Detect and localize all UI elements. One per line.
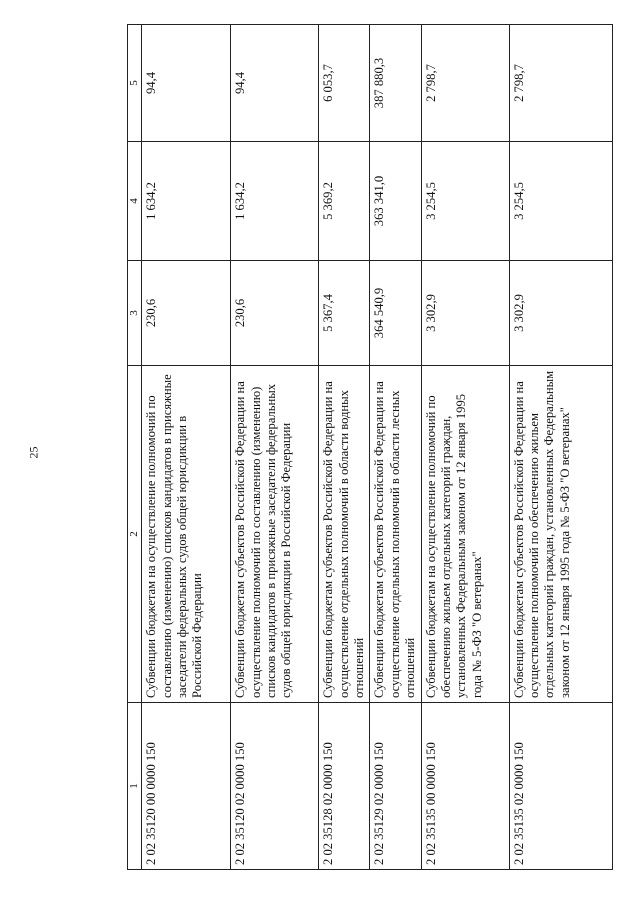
description-cell: Субвенции бюджетам субъектов Российской Федерации на осуществление отдельных полномочий в области водных отношений — [319, 366, 370, 703]
budget-code-cell: 2 02 35128 02 0000 150 — [319, 703, 370, 870]
budget-code-cell: 2 02 35120 00 0000 150 — [142, 703, 231, 870]
value-cell-col4: 3 254,5 — [421, 142, 509, 261]
value-cell-col4: 1 634,2 — [142, 142, 231, 261]
description-cell: Субвенции бюджетам субъектов Российской Федерации на осуществление полномочий по составлению (изменению) списков кандидатов в присяжные заседатели федеральных судов общей юрисдикции в Российской Федерации — [231, 366, 319, 703]
table-row — [231, 25, 319, 870]
value-cell-col5: 6 053,7 — [319, 25, 370, 142]
value-cell-col3: 364 540,9 — [370, 261, 421, 366]
table-row — [319, 25, 370, 870]
budget-code-cell: 2 02 35135 02 0000 150 — [509, 703, 612, 870]
value-cell-col5: 94,4 — [231, 25, 319, 142]
value-cell-col3: 230,6 — [231, 261, 319, 366]
table-row — [370, 25, 421, 870]
column-header-2: 2 — [128, 366, 142, 703]
value-cell-col4: 3 254,5 — [509, 142, 612, 261]
description-cell: Субвенции бюджетам на осуществление полномочий по обеспечению жильем отдельных категорий граждан, установленных Федеральным законом от 12 января 1995 года № 5-ФЗ "О ветеранах" — [421, 366, 509, 703]
value-cell-col4: 5 369,2 — [319, 142, 370, 261]
table-row — [509, 25, 612, 870]
description-cell: Субвенции бюджетам субъектов Российской Федерации на осуществление отдельных полномочий в области лесных отношений — [370, 366, 421, 703]
budget-code-cell: 2 02 35120 02 0000 150 — [231, 703, 319, 870]
budget-code-cell: 2 02 35135 00 0000 150 — [421, 703, 509, 870]
page-number: 25 — [26, 446, 41, 459]
value-cell-col5: 387 880,3 — [370, 25, 421, 142]
value-cell-col5: 94,4 — [142, 25, 231, 142]
value-cell-col4: 363 341,0 — [370, 142, 421, 261]
value-cell-col3: 3 302,9 — [509, 261, 612, 366]
column-header-3: 3 — [128, 261, 142, 366]
value-cell-col3: 3 302,9 — [421, 261, 509, 366]
table-row — [421, 25, 509, 870]
budget-table — [127, 24, 613, 870]
budget-code-cell: 2 02 35129 02 0000 150 — [370, 703, 421, 870]
value-cell-col3: 230,6 — [142, 261, 231, 366]
description-cell: Субвенции бюджетам субъектов Российской Федерации на осуществление полномочий по обеспечению жильем отдельных категорий граждан, установленных Федеральным законом от 12 января 1995 года № 5-ФЗ "О ветеранах" — [509, 366, 612, 703]
column-header-4: 4 — [128, 142, 142, 261]
value-cell-col4: 1 634,2 — [231, 142, 319, 261]
table-header-row — [128, 25, 142, 870]
table-row — [142, 25, 231, 870]
value-cell-col3: 5 367,4 — [319, 261, 370, 366]
column-header-1: 1 — [128, 703, 142, 870]
value-cell-col5: 2 798,7 — [421, 25, 509, 142]
description-cell: Субвенции бюджетам на осуществление полномочий по составлению (изменению) списков кандидатов в присяжные заседатели федеральных судов общей юрисдикции в Российской Федерации — [142, 366, 231, 703]
value-cell-col5: 2 798,7 — [509, 25, 612, 142]
budget-table-container — [127, 57, 633, 870]
column-header-5: 5 — [128, 25, 142, 142]
